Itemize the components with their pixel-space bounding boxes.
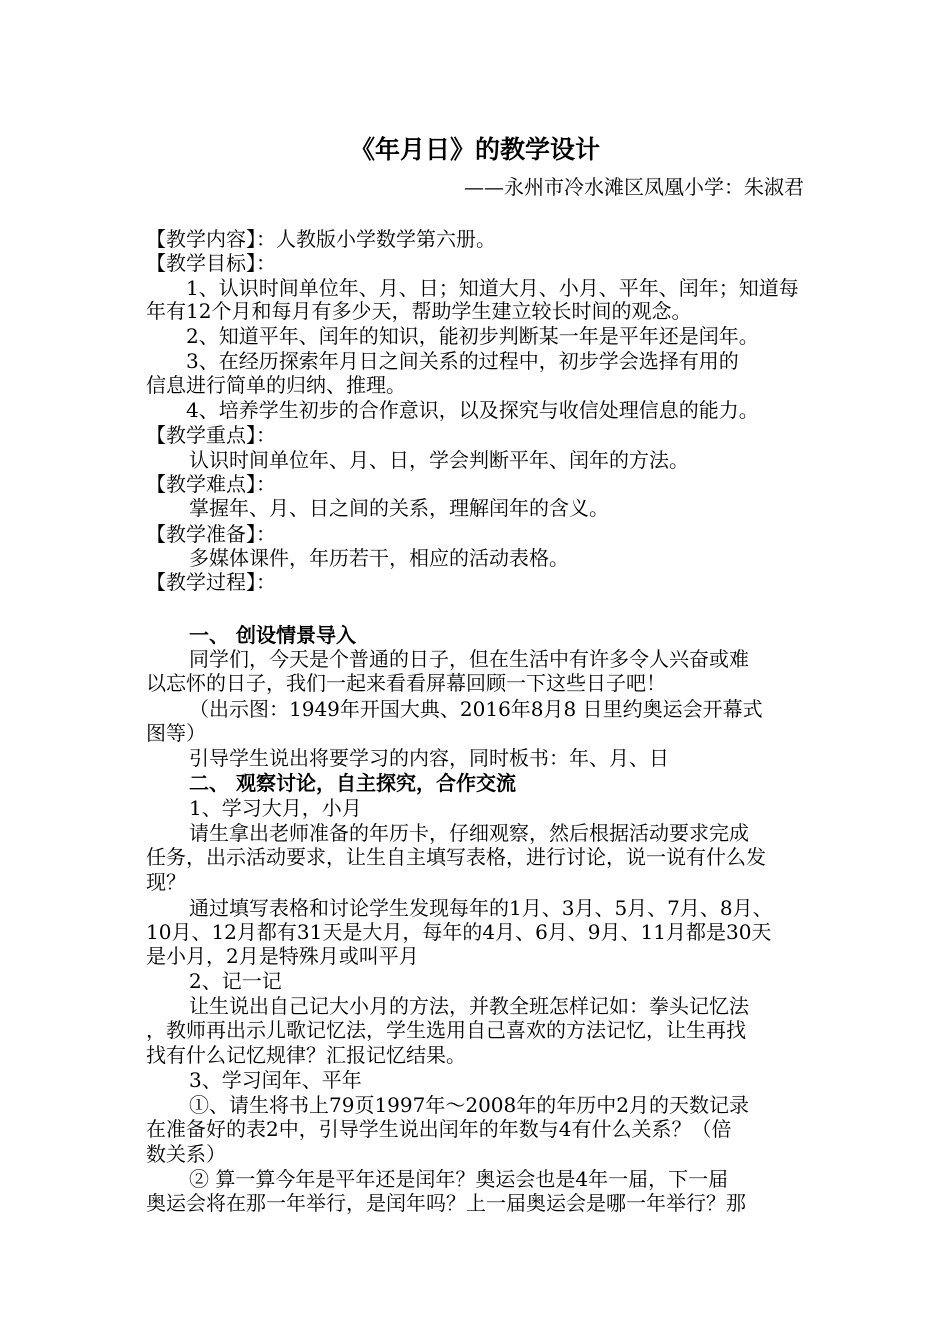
part-2-para-1-line-2: 任务，出示活动要求，让生自主填写表格，进行讨论，说一说有什么发: [146, 845, 766, 869]
section-preparation-label: 【教学准备】：: [146, 522, 276, 546]
heading-part-2: 二、 观察讨论，自主探究，合作交流: [189, 771, 516, 795]
goal-2: 2、知道平年、闰年的知识，能初步判断某一年是平年还是闰年。: [186, 324, 759, 348]
section-key-points-label: 【教学重点】：: [146, 423, 276, 447]
part-2-para-3-line-3: 找有什么记忆规律？汇报记忆结果。: [146, 1043, 466, 1067]
section-process-label: 【教学过程】：: [146, 570, 276, 594]
subheading-leap-year: 3、学习闰年、平年: [189, 1068, 362, 1092]
difficulties-text: 掌握年、月、日之间的关系，理解闰年的含义。: [189, 496, 609, 520]
part-2-para-2-line-2: 10月、12月都有31天是大月，每年的4月、6月、9月、11月都是30天: [146, 920, 772, 944]
part-2-para-4-line-3: 数关系）: [146, 1142, 226, 1166]
subheading-remember: 2、记一记: [189, 969, 282, 993]
document-title: 《年月日》的教学设计: [349, 135, 600, 164]
goal-4: 4、培养学生初步的合作意识，以及探究与收信处理信息的能力。: [186, 398, 759, 422]
goal-1-line-1: 1、认识时间单位年、月、日；知道大月、小月、平年、闰年；知道每: [186, 276, 799, 300]
part-2-para-2-line-1: 通过填写表格和讨论学生发现每年的1月、3月、5月、7月、8月、: [189, 896, 773, 920]
subheading-big-small-month: 1、学习大月，小月: [189, 796, 362, 820]
part-2-para-3-line-2: ，教师再出示儿歌记忆法，学生选用自己喜欢的方法记忆，让生再找: [146, 1018, 746, 1042]
part-2-para-2-line-3: 是小月，2月是特殊月或叫平月: [146, 944, 419, 968]
goal-1-line-2: 年有12个月和每月有多少天，帮助学生建立较长时间的观念。: [146, 299, 692, 323]
part-1-para-1-line-2: 以忘怀的日子，我们一起来看看屏幕回顾一下这些日子吧！: [146, 671, 666, 695]
part-2-para-3-line-1: 让生说出自己记大小月的方法，并教全班怎样记如：拳头记忆法: [189, 994, 749, 1018]
part-2-para-4-line-2: 在准备好的表2中，引导学生说出闰年的年数与4有什么关系？（倍: [146, 1117, 732, 1141]
goal-3-line-2: 信息进行简单的归纳、推理。: [146, 373, 406, 397]
author-line: ——永州市冷水滩区凤凰小学：朱淑君: [464, 175, 804, 199]
part-2-para-5-line-2: 奥运会将在那一年举行，是闰年吗？上一届奥运会是哪一年举行？那: [146, 1191, 746, 1215]
part-2-para-4-line-1: ①、请生将书上79页1997年～2008年的年历中2月的天数记录: [189, 1093, 749, 1117]
key-points-text: 认识时间单位年、月、日，学会判断平年、闰年的方法。: [189, 448, 689, 472]
section-teaching-goals-label: 【教学目标】：: [146, 251, 276, 275]
section-difficulties-label: 【教学难点】：: [146, 472, 276, 496]
part-1-para-3: 引导学生说出将要学习的内容，同时板书：年、月、日: [189, 746, 669, 770]
preparation-text: 多媒体课件，年历若干，相应的活动表格。: [189, 546, 569, 570]
part-2-para-1-line-1: 请生拿出老师准备的年历卡，仔细观察，然后根据活动要求完成: [189, 821, 749, 845]
part-1-para-1-line-1: 同学们，今天是个普通的日子，但在生活中有许多令人兴奋或难: [189, 647, 749, 671]
section-teaching-content: 【教学内容】：人教版小学数学第六册。: [146, 227, 496, 251]
heading-part-1: 一、 创设情景导入: [189, 623, 356, 647]
goal-3-line-1: 3、在经历探索年月日之间关系的过程中，初步学会选择有用的: [186, 349, 739, 373]
part-2-para-5-line-1: ② 算一算今年是平年还是闰年？奥运会也是4年一届，下一届: [189, 1167, 729, 1191]
part-1-para-2-line-2: 图等）: [146, 721, 206, 745]
part-2-para-1-line-3: 现？: [146, 870, 186, 894]
part-1-para-2-line-1: （出示图：1949年开国大典、2016年8月8 日里约奥运会开幕式: [189, 697, 763, 721]
